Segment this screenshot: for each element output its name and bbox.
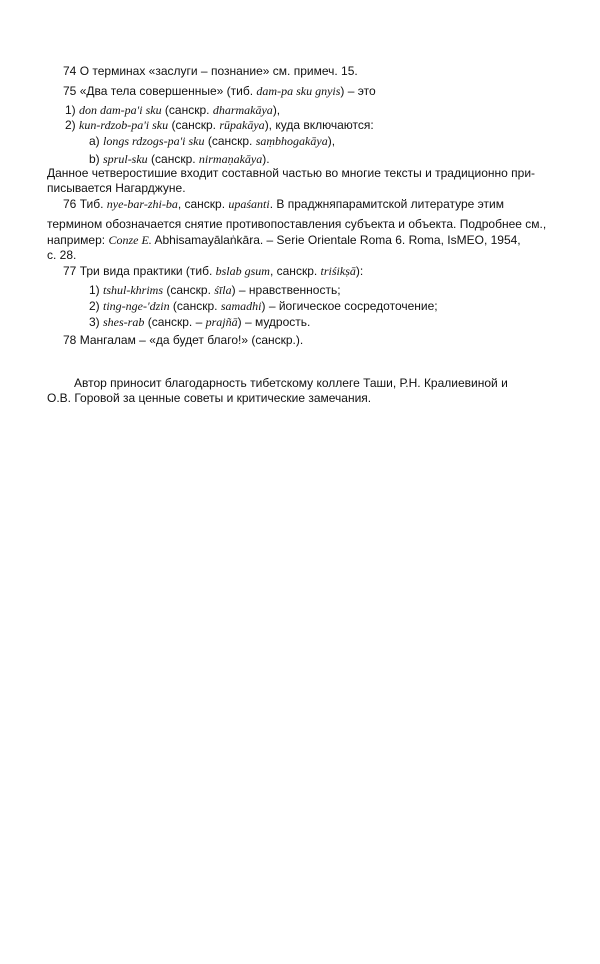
- note-76-line-2: [47, 217, 546, 232]
- item-number: 1): [65, 103, 76, 117]
- note-text: . В праджняпарамитской литературе этим: [269, 197, 504, 211]
- note-77-heading: [63, 264, 363, 279]
- note-75-paragraph-line-1: [47, 166, 535, 181]
- note-75-paragraph-line-2: [47, 181, 186, 196]
- note-text: (санскр.: [168, 118, 220, 132]
- note-text: ), куда включаются:: [264, 118, 374, 132]
- note-text: (санскр.: [204, 134, 256, 148]
- note-77-item-1: [89, 283, 341, 298]
- acknowledgement-line-1: [74, 376, 508, 391]
- note-text: ) – это: [340, 84, 376, 98]
- note-75-item-2: [65, 118, 374, 133]
- note-text: , санскр.: [269, 264, 321, 278]
- acknowledgement-text: О.В. Горовой за ценные советы и критические замечания.: [47, 391, 372, 405]
- author-name: Conze E.: [108, 233, 152, 247]
- note-text: например:: [47, 233, 109, 247]
- tibetan-term: tshul-khrims: [103, 283, 164, 297]
- note-75-item-a: [89, 134, 335, 149]
- sanskrit-term: dharmakāya: [212, 103, 273, 117]
- item-number: b): [89, 152, 100, 166]
- tibetan-term: don dam-pa'i sku: [79, 103, 162, 117]
- note-text: ).: [262, 152, 270, 166]
- note-text: ) – йогическое сосредоточение;: [261, 299, 438, 313]
- tibetan-term: ting-nge-'dzin: [103, 299, 170, 313]
- note-text: ),: [327, 134, 336, 148]
- tibetan-term: bslab gsum: [215, 264, 270, 278]
- sanskrit-term: samadhi: [220, 299, 262, 313]
- note-text: ) – нравственность;: [231, 283, 341, 297]
- note-text: (санскр.: [147, 152, 199, 166]
- note-text: Три вида практики (тиб.: [79, 264, 216, 278]
- note-text: термином обозначается снятие противопоставления субъекта и объекта. Подробнее см.,: [47, 217, 547, 231]
- note-78: [63, 333, 303, 348]
- acknowledgement-text: Автор приносит благодарность тибетскому коллеге Таши, Р.Н. Кралиевиной и: [74, 376, 508, 390]
- note-text: (санскр.: [161, 103, 213, 117]
- sanskrit-term: nirmaṇakāya: [198, 152, 263, 166]
- note-number: 76: [63, 197, 77, 211]
- note-number: 74: [63, 64, 77, 78]
- note-75-item-1: [65, 103, 280, 118]
- tibetan-term: dam-pa sku gnyis: [256, 84, 341, 98]
- note-text: (санскр. –: [144, 315, 206, 329]
- note-text: писывается Нагарджуне.: [47, 181, 186, 195]
- tibetan-term: sprul-sku: [103, 152, 148, 166]
- item-number: 2): [65, 118, 76, 132]
- item-number: 2): [89, 299, 100, 313]
- note-74: [63, 64, 358, 79]
- note-76-line-1: [63, 197, 504, 212]
- tibetan-term: shes-rab: [103, 315, 145, 329]
- note-text: (санскр.: [163, 283, 215, 297]
- note-75-heading: [63, 84, 376, 99]
- note-number: 77: [63, 264, 77, 278]
- item-number: a): [89, 134, 100, 148]
- sanskrit-term: prajñā: [205, 315, 238, 329]
- sanskrit-term: rūpakāya: [219, 118, 265, 132]
- note-number: 75: [63, 84, 77, 98]
- sanskrit-term: upaśanti: [228, 197, 270, 211]
- note-text: с. 28.: [47, 248, 77, 262]
- tibetan-term: kun-rdzob-pa'i sku: [79, 118, 169, 132]
- note-75-item-b: [89, 152, 270, 167]
- note-text: ) – мудрость.: [237, 315, 311, 329]
- item-number: 1): [89, 283, 100, 297]
- note-text: ),: [272, 103, 281, 117]
- note-text: (санскр.: [169, 299, 221, 313]
- note-76-line-4: [47, 248, 76, 263]
- sanskrit-term: triśikṣā: [320, 264, 356, 278]
- note-text: О терминах «заслуги – познание» см. примеч. 15.: [79, 64, 358, 78]
- acknowledgement-line-2: [47, 391, 371, 406]
- note-76-line-3: [47, 233, 521, 248]
- tibetan-term: nye-bar-zhi-ba: [106, 197, 178, 211]
- sanskrit-term: saṃbhogakāya: [255, 134, 328, 148]
- note-77-item-2: [89, 299, 438, 314]
- tibetan-term: longs rdzogs-pa'i sku: [103, 134, 205, 148]
- note-77-item-3: [89, 315, 310, 330]
- note-text: Данное четверостишие входит составной частью во многие тексты и традиционно при-: [47, 166, 536, 180]
- note-text: Abhisamayālaṅkāra. – Serie Orientale Roma 6. Roma, IsMEO, 1954,: [151, 233, 521, 247]
- item-number: 3): [89, 315, 100, 329]
- sanskrit-term: śīla: [214, 283, 232, 297]
- note-text: Мангалам – «да будет благо!» (санскр.).: [79, 333, 304, 347]
- note-text: ):: [355, 264, 364, 278]
- note-text: «Два тела совершенные» (тиб.: [79, 84, 257, 98]
- note-text: , санскр.: [177, 197, 229, 211]
- note-text: Тиб.: [79, 197, 107, 211]
- note-number: 78: [63, 333, 77, 347]
